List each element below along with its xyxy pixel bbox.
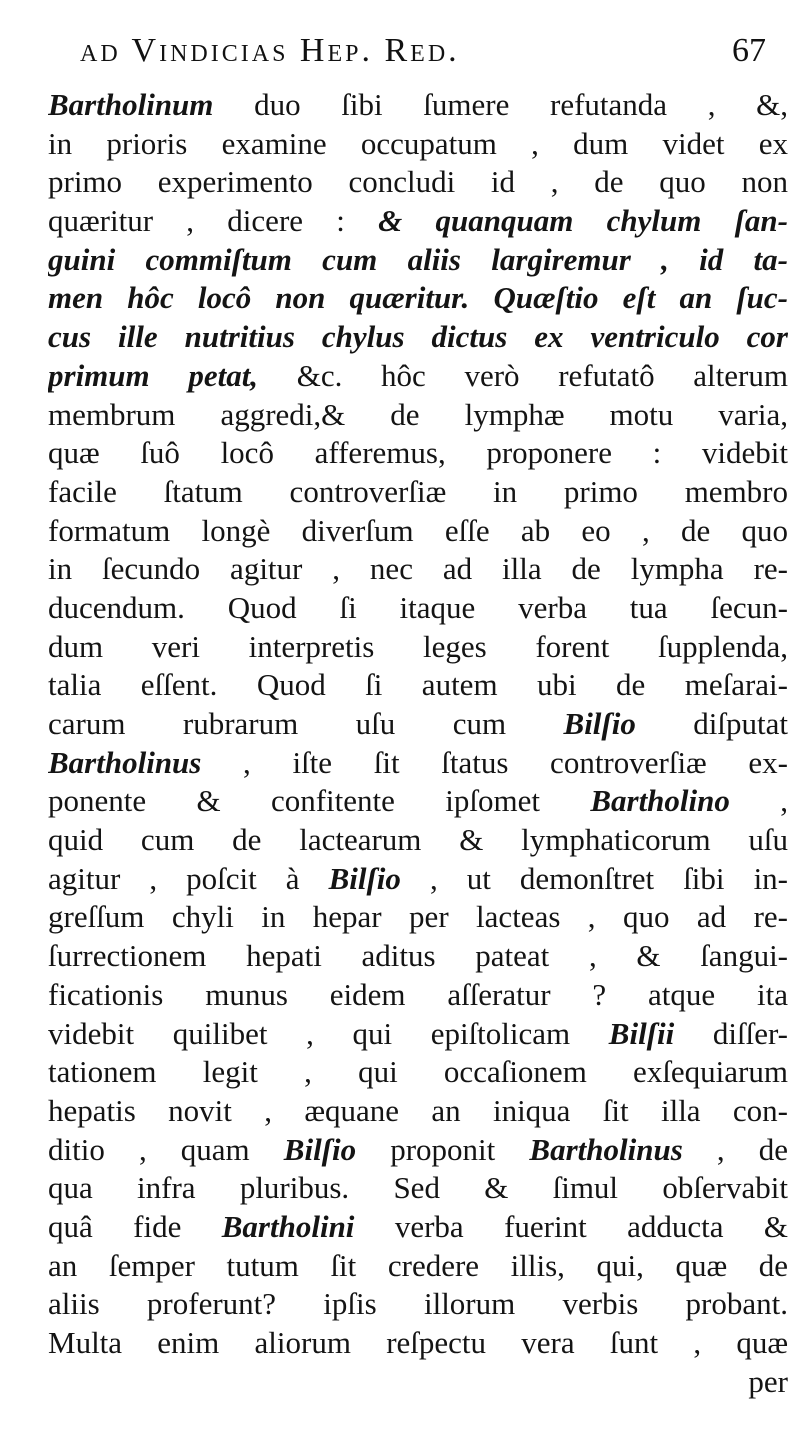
text-line	[48, 976, 788, 1015]
text-line	[48, 279, 788, 318]
text-line	[48, 1015, 788, 1054]
text-run: per	[748, 1363, 788, 1399]
text-line	[48, 937, 788, 976]
text-run: ponente & confitente ipſomet	[48, 783, 591, 819]
body-text	[48, 86, 788, 1401]
text-run: quid cum de lactearum & lymphaticorum uſu	[48, 822, 788, 858]
text-line	[48, 666, 788, 705]
text-run: ficationis munus eidem aſſeratur ? atque ita	[48, 976, 788, 1012]
text-run: in ſecundo agitur , nec ad illa de lympha re-	[48, 551, 788, 587]
text-run: talia eſſent. Quod ſi autem ubi de meſarai-	[48, 667, 788, 703]
text-run: qua infra pluribus. Sed & ſimul obſervabit	[48, 1170, 788, 1206]
text-line	[48, 860, 788, 899]
page-edge	[0, 0, 28, 1440]
italic-run: cus ille nutritius chylus dictus ex ventriculo cor	[48, 319, 788, 355]
italic-run: guini commiſtum cum aliis largiremur , id ta-	[48, 241, 788, 277]
text-run: in prioris examine occupatum , dum videt ex	[48, 125, 788, 161]
text-line	[48, 1092, 788, 1131]
text-line	[48, 1131, 788, 1170]
text-run: greſſum chyli in hepar per lacteas , quo ad re-	[48, 899, 788, 935]
italic-run: Bilſio	[283, 1131, 357, 1167]
text-run: carum rubrarum uſu cum	[48, 706, 564, 741]
text-run: Multa enim aliorum reſpectu vera ſunt , quæ	[48, 1325, 788, 1360]
text-run: diſſer-	[674, 1015, 788, 1051]
text-run: dum veri interpretis leges forent ſupplenda,	[48, 628, 788, 664]
book-page	[28, 0, 800, 1440]
text-run: ,	[729, 783, 788, 819]
italic-run: Quæſtio eſt an ſuc-	[493, 280, 788, 316]
italic-run: Bartholini	[221, 1208, 355, 1244]
text-run: ditio , quam	[48, 1131, 284, 1167]
text-line	[48, 357, 788, 396]
italic-run: primum petat,	[48, 357, 259, 393]
text-run: primo experimento concludi id , de quo non	[48, 164, 788, 200]
text-line	[48, 821, 788, 860]
text-run: tationem legit , qui occaſionem exſequiarum	[48, 1054, 788, 1090]
text-line	[48, 1247, 788, 1286]
text-line	[48, 705, 788, 744]
text-run: agitur , poſcit à	[48, 860, 329, 896]
italic-run: Bartholinus	[48, 744, 202, 780]
text-line	[48, 1363, 788, 1402]
text-run: facile ſtatum controverſiæ in primo membro	[48, 473, 788, 509]
text-run: membrum aggredi,& de lymphæ motu varia,	[48, 396, 788, 432]
text-run: verba fuerint adducta &	[354, 1208, 788, 1244]
text-run: , ut demonſtret ſibi in-	[400, 860, 788, 896]
text-line	[48, 241, 788, 280]
italic-run: Bilſio	[563, 706, 636, 741]
text-line	[48, 898, 788, 937]
text-run: diſputat	[635, 706, 788, 741]
running-header	[80, 32, 766, 72]
text-line	[48, 782, 788, 821]
text-run: formatum longè diverſum eſſe ab eo , de quo	[48, 512, 788, 548]
italic-run: Bartholinum	[48, 87, 214, 122]
page-number: 67	[732, 32, 766, 69]
text-line	[48, 473, 788, 512]
italic-run: men hôc locô non quæritur.	[48, 280, 470, 316]
running-title: ad Vindicias Hep. Red.	[80, 32, 460, 69]
text-line	[48, 125, 788, 164]
text-line	[48, 86, 788, 125]
text-run: hepatis novit , æquane an iniqua ſit illa con-	[48, 1092, 788, 1128]
text-run	[469, 280, 493, 315]
text-line	[48, 628, 788, 667]
text-line	[48, 1285, 788, 1324]
text-line	[48, 396, 788, 435]
text-line	[48, 744, 788, 783]
text-run: ſurrectionem hepati aditus pateat , & ſangui-	[48, 938, 788, 974]
italic-run: Bartholino	[590, 783, 730, 819]
text-run: , de	[682, 1131, 788, 1167]
italic-run: & quanquam chylum ſan-	[378, 203, 788, 239]
text-run: &c. hôc verò refutatô alterum	[258, 357, 788, 393]
text-line	[48, 550, 788, 589]
italic-run: Bartholinus	[529, 1131, 683, 1167]
text-run: quâ fide	[48, 1208, 222, 1244]
italic-run: Bilſii	[608, 1015, 675, 1051]
text-line	[48, 1208, 788, 1247]
text-run: videbit quilibet , qui epiſtolicam	[48, 1015, 609, 1051]
text-line	[48, 1053, 788, 1092]
text-run: quæ ſuô locô afferemus, proponere : videbit	[48, 435, 788, 471]
text-line	[48, 318, 788, 357]
text-run: quæritur , dicere :	[48, 203, 379, 239]
text-line	[48, 434, 788, 473]
italic-run: Bilſio	[328, 860, 401, 896]
text-line	[48, 1169, 788, 1208]
text-run: aliis proferunt? ipſis illorum verbis probant.	[48, 1286, 788, 1322]
text-run: , iſte ſit ſtatus controverſiæ ex-	[201, 744, 788, 780]
text-line	[48, 589, 788, 628]
text-run: ducendum. Quod ſi itaque verba tua ſecun-	[48, 589, 788, 625]
text-line	[48, 202, 788, 241]
text-run: an ſemper tutum ſit credere illis, qui, quæ de	[48, 1247, 788, 1283]
text-line	[48, 1324, 788, 1363]
text-run: duo ſibi ſumere refutanda , &,	[213, 87, 788, 122]
text-line	[48, 163, 788, 202]
text-run: proponit	[356, 1131, 530, 1167]
text-line	[48, 512, 788, 551]
